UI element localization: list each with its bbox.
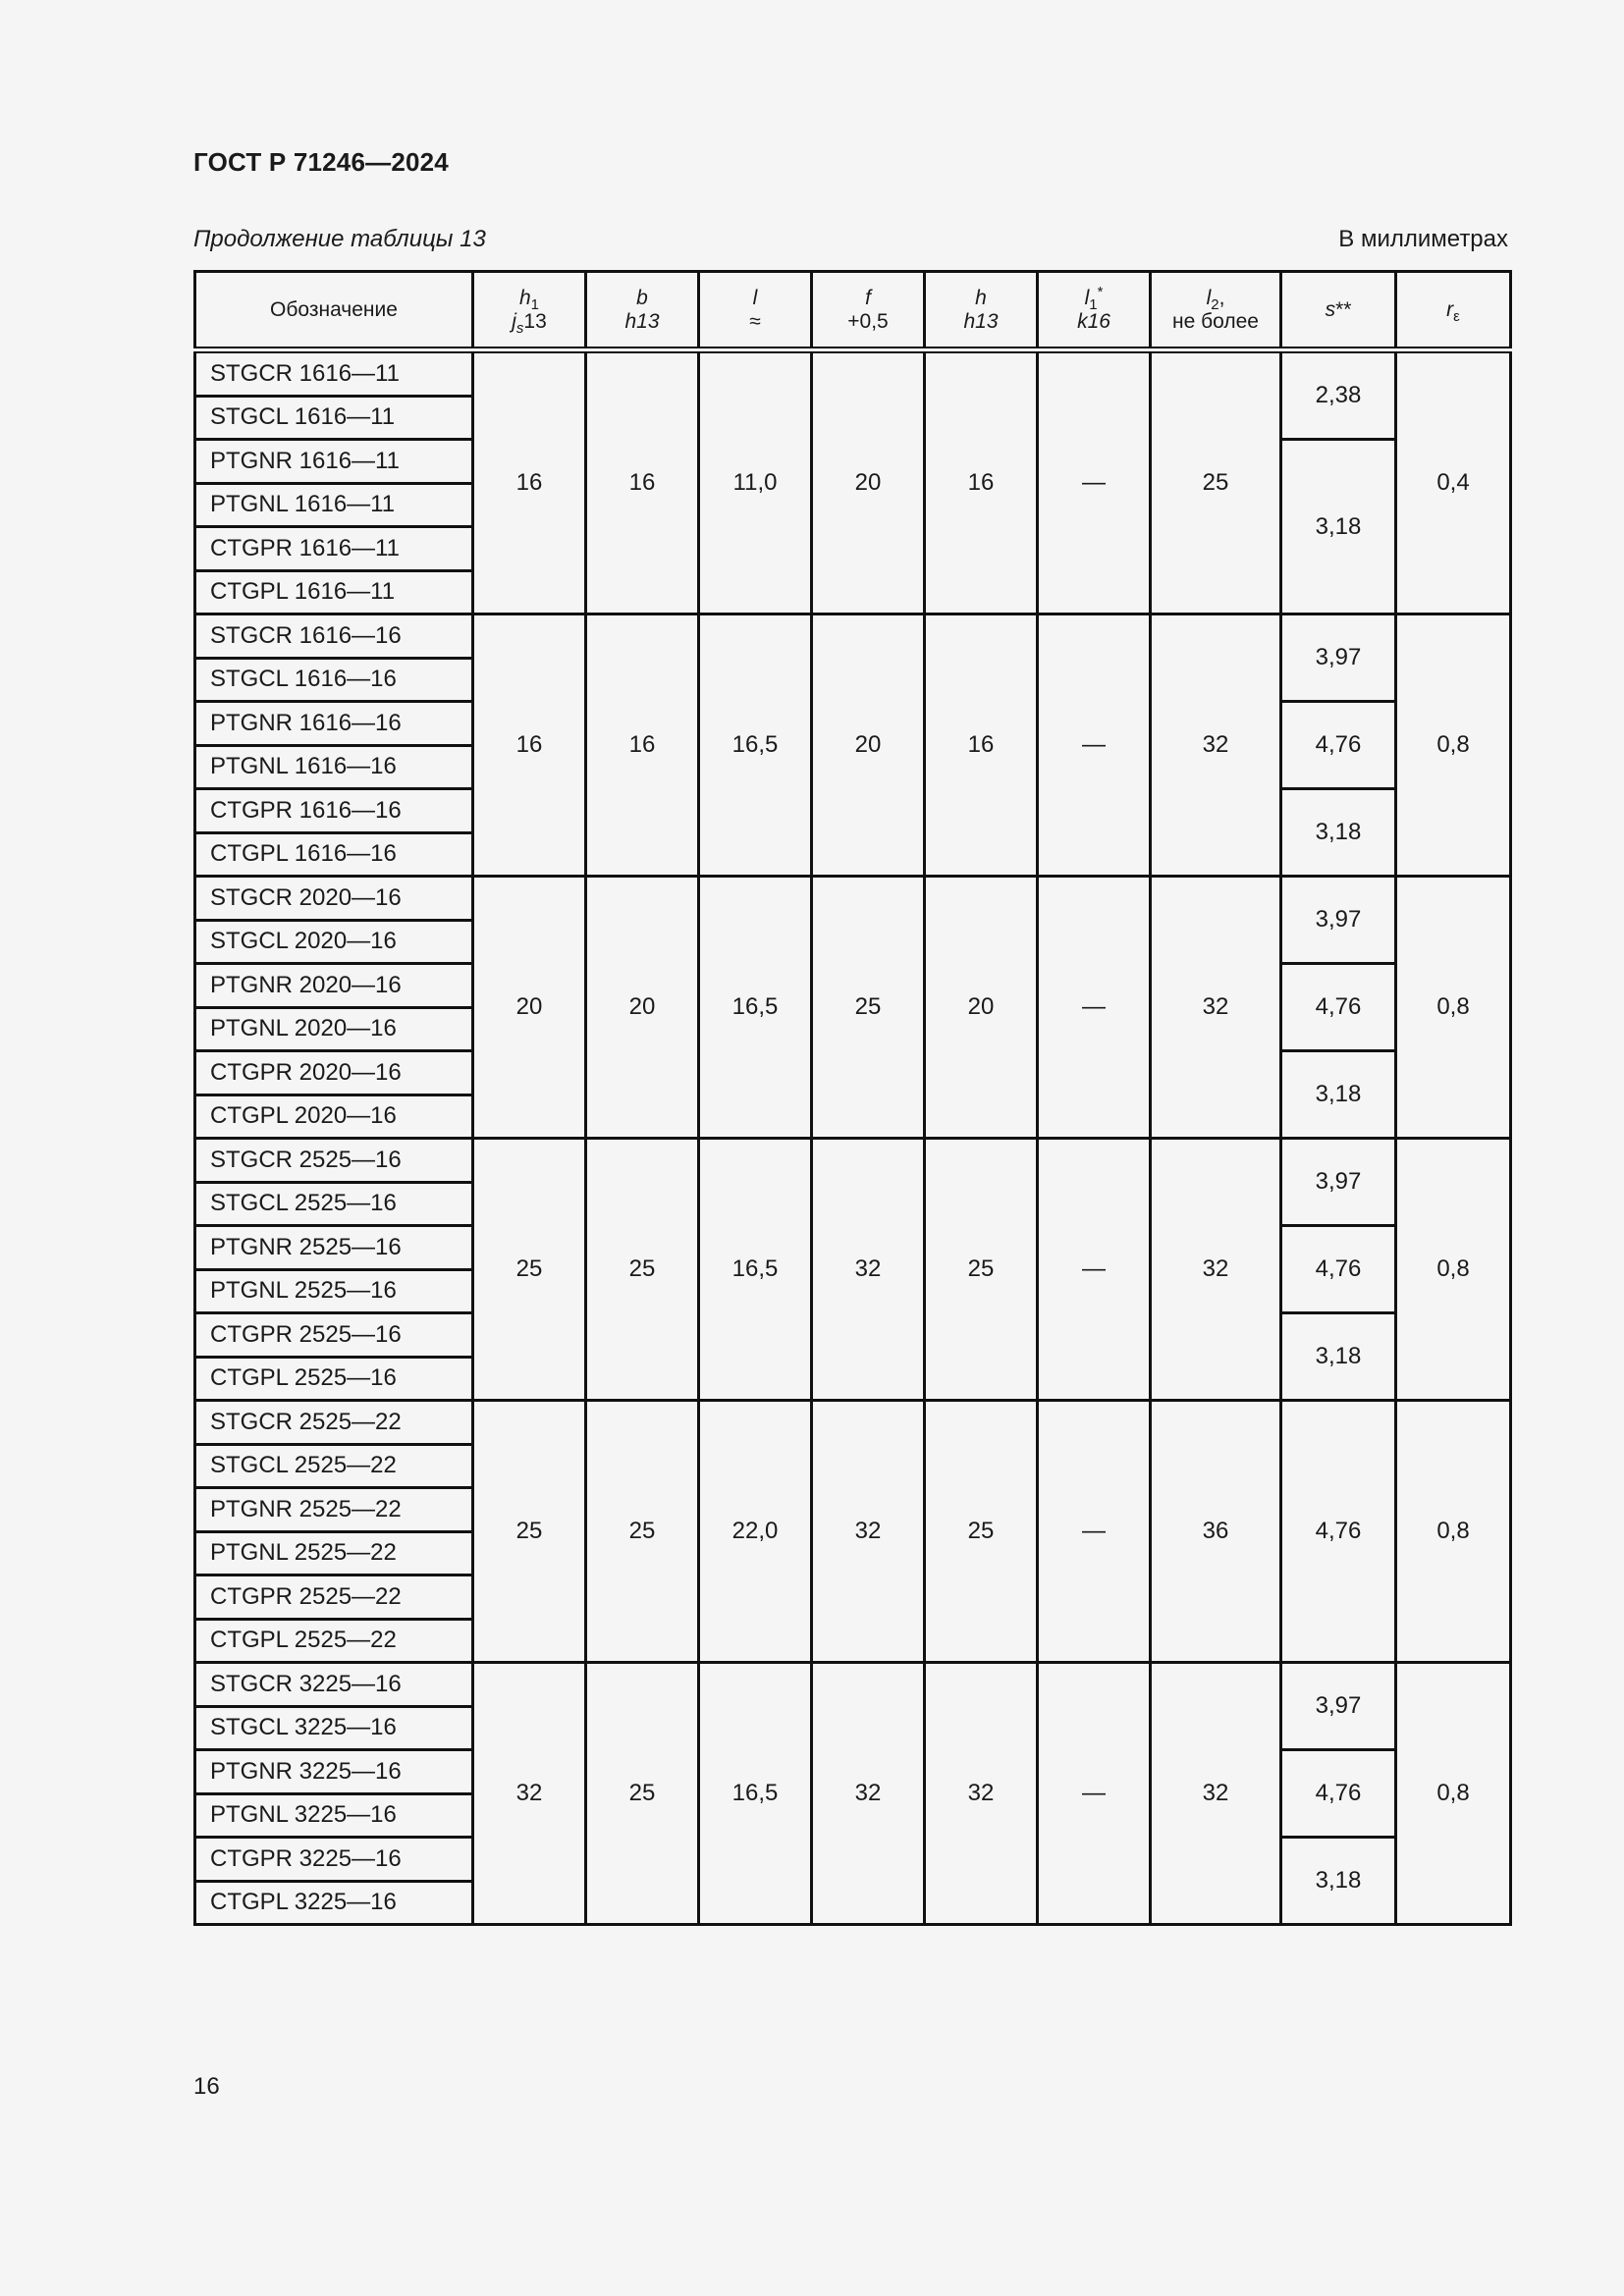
s-cell: 3,18 [1281, 789, 1396, 877]
designation-cell: PTGNR 1616—16 [195, 702, 473, 746]
l2-subscript: 2 [1211, 295, 1219, 313]
header-designation-label: Обозначение [270, 297, 398, 321]
s-cell: 4,76 [1281, 1750, 1396, 1838]
designation-cell: CTGPL 1616—16 [195, 832, 473, 877]
l2-limit: не более [1172, 309, 1259, 333]
table-row [195, 1663, 1511, 1707]
header-f [812, 272, 925, 350]
designation-cell: CTGPL 1616—11 [195, 570, 473, 614]
header-b [586, 272, 699, 350]
s-cell: 4,76 [1281, 964, 1396, 1051]
s-cell: 2,38 [1281, 350, 1396, 440]
designation-cell: CTGPL 2525—16 [195, 1357, 473, 1401]
l1-cell: — [1038, 877, 1151, 1139]
table-row [195, 1139, 1511, 1183]
l1-symbol: l [1084, 286, 1090, 309]
r-symbol: r [1446, 297, 1454, 321]
designation-cell: CTGPR 2020—16 [195, 1051, 473, 1095]
table-row [195, 1401, 1511, 1445]
designation-cell: PTGNR 2020—16 [195, 964, 473, 1008]
designation-cell: CTGPR 2525—16 [195, 1313, 473, 1358]
f-cell: 32 [812, 1663, 925, 1925]
header-h1 [473, 272, 586, 350]
b-cell: 16 [586, 350, 699, 614]
h-tolerance: h13 [963, 309, 999, 333]
page-number: 16 [193, 2073, 220, 2100]
h1-cell: 16 [473, 614, 586, 877]
designation-cell: PTGNR 1616—11 [195, 440, 473, 484]
h1-tolerance-subscript: s [515, 319, 524, 337]
b-cell: 25 [586, 1663, 699, 1925]
units-note: В миллиметрах [1338, 226, 1508, 252]
b-symbol: b [636, 286, 648, 309]
header-l1 [1038, 272, 1151, 350]
h1-cell: 32 [473, 1663, 586, 1925]
l1-cell: — [1038, 614, 1151, 877]
designation-cell: CTGPL 2525—22 [195, 1619, 473, 1663]
r-cell: 0,4 [1396, 350, 1511, 614]
l-cell: 16,5 [699, 877, 812, 1139]
designation-cell: CTGPR 3225—16 [195, 1838, 473, 1882]
table-body [195, 350, 1511, 1925]
f-cell: 20 [812, 350, 925, 614]
r-cell: 0,8 [1396, 1663, 1511, 1925]
designation-cell: STGCL 3225—16 [195, 1706, 473, 1750]
standard-title: ГОСТ Р 71246—2024 [193, 147, 449, 177]
designation-cell: PTGNL 2525—16 [195, 1269, 473, 1313]
f-cell: 32 [812, 1401, 925, 1663]
s-cell: 3,18 [1281, 1051, 1396, 1139]
designation-cell: CTGPR 1616—11 [195, 527, 473, 571]
r-subscript: ε [1453, 307, 1460, 325]
l-symbol: l [752, 286, 758, 309]
designation-cell: PTGNL 2525—22 [195, 1531, 473, 1575]
l2-cell: 32 [1151, 877, 1281, 1139]
h1-cell: 16 [473, 350, 586, 614]
table-header-row [195, 272, 1511, 350]
designation-cell: PTGNL 3225—16 [195, 1793, 473, 1838]
l2-cell: 32 [1151, 1663, 1281, 1925]
h-symbol: h [975, 286, 987, 309]
l2-comma: , [1218, 286, 1225, 309]
h1-tolerance-grade: 13 [523, 309, 547, 333]
l1-cell: — [1038, 350, 1151, 614]
f-symbol: f [865, 286, 871, 309]
designation-cell: STGCR 2525—16 [195, 1139, 473, 1183]
f-cell: 25 [812, 877, 925, 1139]
table-row [195, 877, 1511, 921]
f-tolerance: +0,5 [847, 309, 889, 333]
l1-subscript: 1 [1089, 295, 1098, 313]
s-cell: 3,97 [1281, 614, 1396, 702]
h-cell: 20 [925, 877, 1038, 1139]
h1-cell: 25 [473, 1401, 586, 1663]
l1-footnote-mark: * [1097, 283, 1104, 300]
s-cell: 4,76 [1281, 1401, 1396, 1663]
s-cell: 3,18 [1281, 440, 1396, 614]
h-cell: 16 [925, 614, 1038, 877]
s-cell: 3,97 [1281, 1139, 1396, 1226]
designation-cell: PTGNR 2525—16 [195, 1226, 473, 1270]
l1-cell: — [1038, 1401, 1151, 1663]
h1-tolerance-letter: j [512, 309, 516, 333]
b-tolerance: h13 [624, 309, 660, 333]
l-cell: 16,5 [699, 1139, 812, 1401]
header-designation [195, 272, 473, 350]
s-cell: 4,76 [1281, 702, 1396, 789]
designation-cell: PTGNL 1616—16 [195, 745, 473, 789]
designation-cell: PTGNL 2020—16 [195, 1007, 473, 1051]
l-cell: 16,5 [699, 1663, 812, 1925]
h-cell: 25 [925, 1139, 1038, 1401]
s-cell: 3,97 [1281, 877, 1396, 964]
designation-cell: STGCR 2525—22 [195, 1401, 473, 1445]
r-cell: 0,8 [1396, 877, 1511, 1139]
f-cell: 32 [812, 1139, 925, 1401]
l2-cell: 25 [1151, 350, 1281, 614]
l-cell: 11,0 [699, 350, 812, 614]
s-symbol: s [1325, 297, 1336, 321]
h-cell: 25 [925, 1401, 1038, 1663]
table-row [195, 350, 1511, 397]
designation-cell: PTGNR 3225—16 [195, 1750, 473, 1794]
designation-cell: STGCL 1616—11 [195, 396, 473, 440]
designation-cell: STGCR 3225—16 [195, 1663, 473, 1707]
s-cell: 4,76 [1281, 1226, 1396, 1313]
b-cell: 25 [586, 1401, 699, 1663]
designation-cell: STGCR 1616—11 [195, 350, 473, 397]
designation-cell: STGCR 2020—16 [195, 877, 473, 921]
l2-cell: 32 [1151, 1139, 1281, 1401]
l-cell: 22,0 [699, 1401, 812, 1663]
b-cell: 16 [586, 614, 699, 877]
designation-cell: PTGNL 1616—11 [195, 483, 473, 527]
r-cell: 0,8 [1396, 1401, 1511, 1663]
l-cell: 16,5 [699, 614, 812, 877]
dimensions-table [193, 270, 1512, 1926]
l1-cell: — [1038, 1663, 1151, 1925]
s-cell: 3,97 [1281, 1663, 1396, 1750]
table-row [195, 614, 1511, 659]
h-cell: 16 [925, 350, 1038, 614]
b-cell: 25 [586, 1139, 699, 1401]
l2-cell: 32 [1151, 614, 1281, 877]
h1-cell: 20 [473, 877, 586, 1139]
h1-cell: 25 [473, 1139, 586, 1401]
designation-cell: STGCL 2525—22 [195, 1444, 473, 1488]
designation-cell: STGCR 1616—16 [195, 614, 473, 659]
designation-cell: STGCL 2020—16 [195, 920, 473, 964]
l-tolerance: ≈ [749, 309, 761, 333]
designation-cell: PTGNR 2525—22 [195, 1488, 473, 1532]
header-h [925, 272, 1038, 350]
header-r [1396, 272, 1511, 350]
header-s [1281, 272, 1396, 350]
header-l [699, 272, 812, 350]
h1-subscript: 1 [530, 295, 540, 313]
s-cell: 3,18 [1281, 1313, 1396, 1401]
f-cell: 20 [812, 614, 925, 877]
s-cell: 3,18 [1281, 1838, 1396, 1925]
l1-cell: — [1038, 1139, 1151, 1401]
l2-cell: 36 [1151, 1401, 1281, 1663]
s-footnote-mark: ** [1335, 297, 1352, 321]
designation-cell: CTGPL 2020—16 [195, 1095, 473, 1139]
r-cell: 0,8 [1396, 1139, 1511, 1401]
r-cell: 0,8 [1396, 614, 1511, 877]
h1-symbol: h [518, 286, 531, 309]
l1-tolerance: k16 [1077, 309, 1110, 333]
designation-cell: CTGPR 2525—22 [195, 1575, 473, 1620]
header-l2 [1151, 272, 1281, 350]
table-caption: Продолжение таблицы 13 [193, 226, 486, 252]
designation-cell: STGCL 1616—16 [195, 658, 473, 702]
designation-cell: STGCL 2525—16 [195, 1182, 473, 1226]
l2-symbol: l [1206, 286, 1212, 309]
designation-cell: CTGPR 1616—16 [195, 789, 473, 833]
h-cell: 32 [925, 1663, 1038, 1925]
b-cell: 20 [586, 877, 699, 1139]
designation-cell: CTGPL 3225—16 [195, 1881, 473, 1925]
